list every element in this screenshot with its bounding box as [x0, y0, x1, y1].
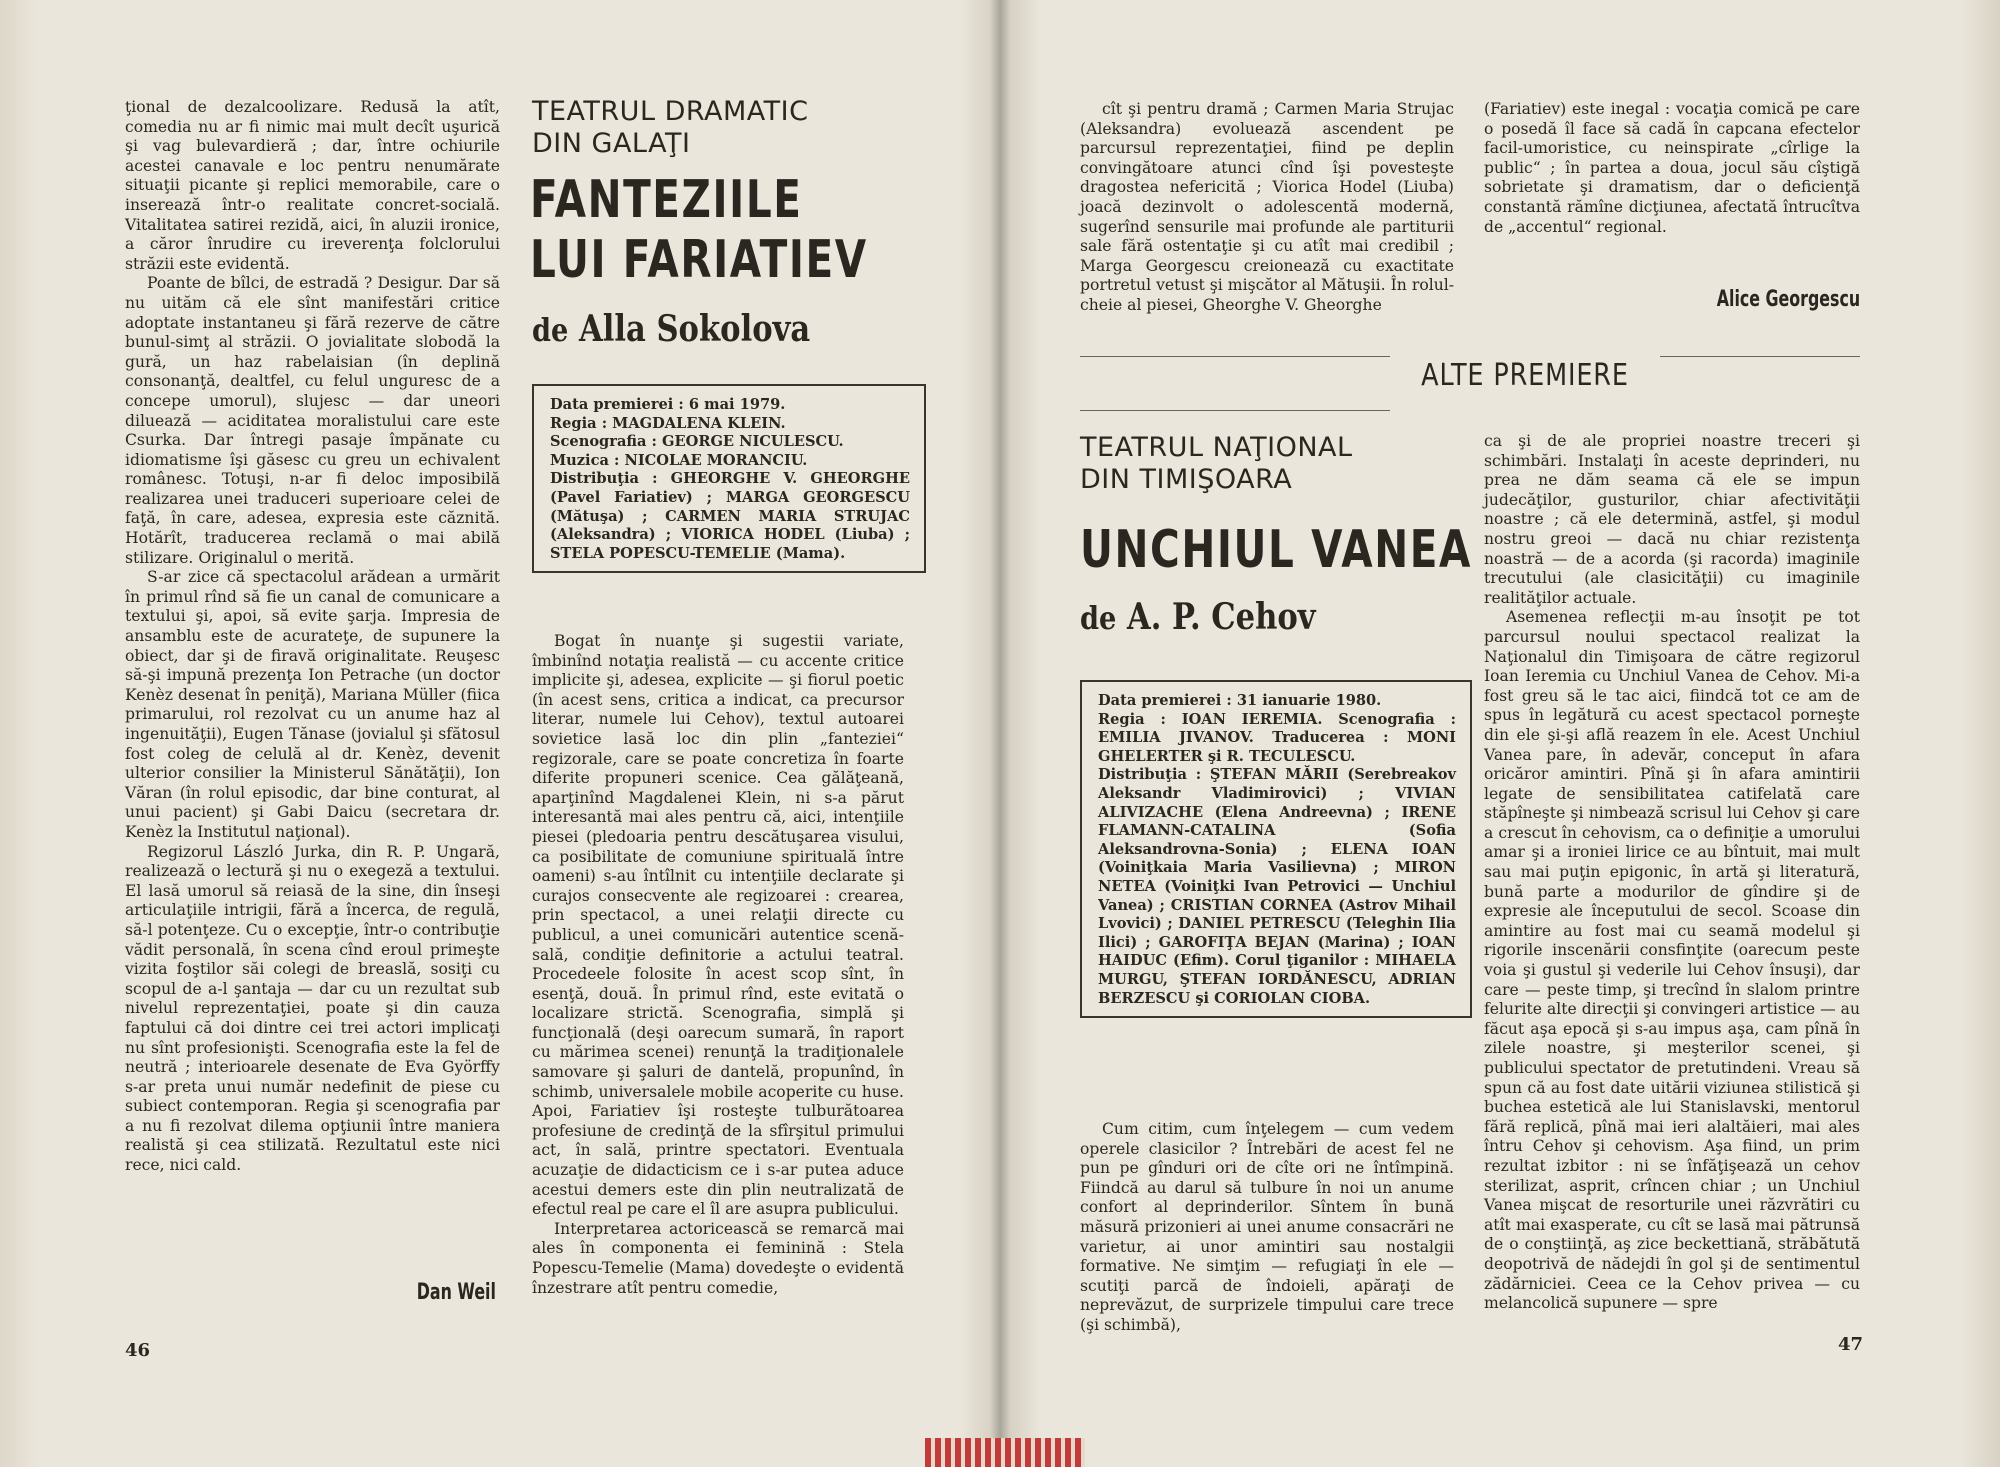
left-column-1	[125, 98, 500, 1176]
paragraph: Interpretarea actoricească se remarcă mai ales în componenta ei feminină : Stela Popescu-Temelie (Mama) dovedeşte o evidentă înzestrare atît pentru comedie,	[532, 1219, 904, 1297]
play-title: UNCHIUL VANEA	[1080, 520, 1472, 580]
play-title	[530, 170, 868, 290]
credit-line: Regia : MAGDALENA KLEIN.	[550, 414, 786, 432]
section-heading: ALTE PREMIERE	[1421, 358, 1629, 393]
credit-line: Distribuţia : GHEORGHE V. GHEORGHE (Pavel Fariatiev) ; MARGA GEORGESCU (Mătuşa) ; CARMEN MARIA STRUJAC (Aleksandra) ; VIORICA HODEL (Liuba) ; STELA POPESCU-TEMELIE (Mama).	[550, 470, 910, 562]
paragraph: S-ar zice că spectacolul arădean a urmărit în primul rînd să fie un canal de comunicare a textului şi, apoi, să evite şarja. Impresia de ansamblu este de acurateţe, de supunere la obiect, dar şi de firavă originalitate. Reuşesc să-şi impună prezenţa Ion Petrache (un doctor Kenèz desenat în peniţă), Mariana Müller (fiica primarului, rol rezolvat cu un anume haz al ingenuităţii), Eugen Tănase (jovialul şi sfătosul fost coleg de celulă al dr. Kenèz, devenit ulterior consilier la Ministerul Sănătăţii), Ion Văran (în rolul episodic, dar bine conturat, al unui pacient) şi Gabi Daicu (secretara dr. Kenèz la Institutul naţional).	[125, 568, 500, 841]
section-rule-left	[1080, 356, 1390, 357]
credits-box	[532, 384, 926, 573]
play-title-line: LUI FARIATIEV	[530, 230, 868, 290]
credit-line: Muzica : NICOLAE MORANCIU.	[550, 451, 808, 469]
paragraph: (Fariatiev) este inegal : vocaţia comică pe care o posedă îl face să cadă în capcana efectelor facil-umoristice, cu neinspirate „cîrlige la public“ ; în partea a doua, jocul său cîştigă sobrietate şi dramatism, dar o deficienţă constantă rămîne dicţiunea, afectată întrucîtva de „accentul“ regional.	[1484, 100, 1860, 236]
author-name: A. P. Cehov	[1126, 596, 1316, 638]
right-column-1	[1080, 100, 1454, 316]
section-rule-right	[1660, 356, 1860, 357]
theatre-heading	[532, 96, 808, 160]
bookmark-ribbon	[925, 1438, 1085, 1467]
credit-line: Data premierei : 6 mai 1979.	[550, 396, 786, 413]
signature: Dan Weil	[416, 1280, 496, 1305]
theatre-heading-line: DIN TIMIŞOARA	[1080, 464, 1293, 495]
author-name: Alla Sokolova	[578, 308, 811, 350]
paragraph: ţional de dezalcoolizare. Redusă la atît, comedia nu ar fi nimic mai mult decît uşurică şi vag bulevardieră ; dar, între ochiurile acestei canavale e loc pentru nenumărate situaţii picante şi replici memorabile, care o inserează într-o realitate concret-socială. Vitalitatea satirei rezidă, aici, în aluzii ironice, a căror înrudire cu ireverenţa folclorului străzii este evidentă.	[125, 98, 500, 273]
section-rule-under	[1080, 410, 1390, 411]
right-column-3	[1080, 1120, 1454, 1336]
theatre-heading	[1080, 432, 1353, 496]
theatre-heading-line: DIN GALAŢI	[532, 128, 691, 159]
right-page	[1000, 0, 2000, 1467]
right-column-4	[1484, 432, 1860, 1314]
author-line	[532, 308, 810, 350]
paragraph: cît şi pentru dramă ; Carmen Maria Strujac (Aleksandra) evoluează ascendent pe parcursul reprezentaţiei, fiind pe deplin convingătoare atunci cînd îşi povesteşte dragostea nefericită ; Viorica Hodel (Liuba) joacă dezinvolt o adolescentă modernă, sugerînd sensurile mai profunde ale partiturii sale fără ostentaţie şi cu atît mai credibil ; Marga Georgescu creionează cu exactitate portretul vetust şi mişcător al Mătuşii. În rolul-cheie al piesei, Gheorghe V. Gheorghe	[1080, 100, 1454, 314]
credit-line: Scenografia : GEORGE NICULESCU.	[550, 433, 844, 451]
page-number: 46	[125, 1340, 151, 1361]
right-column-2	[1484, 100, 1860, 237]
book-spine	[990, 0, 1010, 1467]
theatre-heading-line: TEATRUL DRAMATIC	[532, 96, 809, 127]
paragraph: Poante de bîlci, de estradă ? Desigur. Dar să nu uităm că ele sînt manifestări critice adoptate instantaneu şi fără rezerve de către bunul-simţ al străzii. O jovialitate slobodă la gură, un haz rabelaisian (în deplină consonanţă, dealtfel, cu felul unguresc de a concepe umorul), slujesc — dar uneori diluează — aciditatea moralistului care este Csurka. Dar întregi pasaje împănate cu idiomatisme îşi găsesc cu greu un echivalent românesc. Totuşi, n-ar fi deloc imposibilă realizarea unei traduceri superioare celei de faţă, în care, adesea, expresia este căznită. Hotărît, traducerea reclamă o mai abilă stilizare. Originalul o merită.	[125, 274, 500, 567]
author-prefix: de	[1080, 599, 1117, 637]
author-prefix: de	[532, 311, 569, 349]
play-title-line: FANTEZIILE	[530, 170, 803, 230]
theatre-heading-line: TEATRUL NAŢIONAL	[1080, 432, 1353, 463]
credit-line: Regia : IOAN IEREMIA. Scenografia : EMILIA JIVANOV. Traducerea : MONI GHELERTER şi R. TECULESCU.	[1098, 710, 1456, 765]
paragraph: Asemenea reflecţii m-au însoţit pe tot parcursul noului spectacol realizat la Naţionalul din Timişoara de către regizorul Ioan Ieremia cu Unchiul Vanea de Cehov. Mi-a fost greu să le tac aici, fiindcă tot ce am de spus în legătură cu acest spectacol porneşte din ele şi-şi află reazem în ele. Acest Unchiul Vanea pare, în adevăr, conceput în afara oricăror amintiri. Pînă şi în afara amintirii legate de sensibilitatea catifelată care stăpîneşte şi nimbează scrisul lui Cehov şi care a crescut în cehovism, ca o definiţie a umorului amar şi a ironiei lirice ce au bîntuit, mai mult sau mai puţin epigonic, în artă şi literatură, bună parte a modurilor de gîndire şi de expresie ale începutului de secol. Scoase din amintire au fost mai cu seamă modelul şi rigorile inscenării consfinţite (oarecum peste voia şi gustul şi vederile lui Cehov însuşi), dar care — peste timp, şi trecînd în slalom printre felurite alte direcţii şi convingeri artistice — au făcut aşa epocă şi s-au impus aşa, cam pînă în zilele noastre, şi meşterilor scenei, şi publicului spectator de pretutindeni. Vreau să spun că au fost date uitării viziunea stilistică şi buchea estetică ale lui Stanislavski, mentorul fără replică, pînă mai ieri alaltăieri, mai ales întru Cehov şi cehovism. Aşa fiind, un prim rezultat izbitor : ni se înfăţişează un cehov sterilizat, asprit, crîncen chiar ; un Unchiul Vanea mişcat de resorturile unei răzvrătiri cu atît mai exasperate, cu cît se lasă mai pătrunsă de o conştiinţă, aş zice beckettiană, străbătută deopotrivă de nădejdi în gol şi de sentimentul zădărniciei. Ceea ce la Cehov privea — cu melancolică supunere — spre	[1484, 608, 1860, 1313]
signature: Alice Georgescu	[1716, 287, 1860, 312]
paragraph: Cum citim, cum înţelegem — cum vedem operele clasicilor ? Întrebări de acest fel ne pun pe gînduri ori de cîte ori ne întîmpină. Fiindcă au darul să tulbure în noi un anume confort al deprinderilor. Sîntem în bună măsură prizonieri ai unei anume consacrări ne varietur, ai unor amintiri sau nostalgii formative. Ne simţim — refugiaţi în ele — scutiţi parcă de îndoieli, apăraţi de neprevăzut, de surprizele timpului care trece (şi schimbă),	[1080, 1120, 1454, 1334]
page-number: 47	[1838, 1334, 1864, 1355]
paragraph: ca şi de ale propriei noastre treceri şi schimbări. Instalaţi în aceste deprinderi, nu prea ne dăm seama că ele se impun judecăţilor, gusturilor, chiar afectivităţii noastre ; că ele determină, astfel, şi modul nostru greoi — dacă nu chiar rezistenţa noastră — de a acorda (şi racorda) imaginile trecutului (ale clasicităţii) cu imaginile realităţilor actuale.	[1484, 432, 1860, 607]
paragraph: Regizorul László Jurka, din R. P. Ungară, realizează o lectură şi nu o exegeză a textului. El lasă umorul să reiasă de la sine, din înseşi articulaţiile intrigii, fără a încerca, de regulă, să-l potenţeze. Cu o excepţie, într-o contribuţie vădit personală, în scena cînd eroul primeşte vizita foştilor săi colegi de breaslă, sosiţi cu scopul de a-l şantaja — dar cu un rezultat sub nivelul reprezentaţiei, poate şi din cauza faptului că doi dintre cei trei actori implicaţi nu sînt profesionişti. Scenografia este la fel de neutră ; interioarele desenate de Eva Györffy s-ar preta unui număr nedefinit de piese cu subiect contemporan. Regia şi scenografia par a nu fi rezolvat dilema opţiunii între maniera realistă şi cea stilizată. Rezultatul este nici rece, nici cald.	[125, 842, 500, 1175]
credit-line: Distribuţia : ŞTEFAN MĂRII (Serebreakov Aleksandr Vladimirovici) ; VIVIAN ALIVIZACHE (Elena Andreevna) ; IRENE FLAMANN-CATALINA (Sofia Aleksandrovna-Sonia) ; ELENA IOAN (Voiniţkaia Maria Vasilievna) ; MIRON NETEA (Voiniţki Ivan Petrovici — Unchiul Vanea) ; CRISTIAN CORNEA (Astrov Mihail Lvovici) ; DANIEL PETRESCU (Teleghin Ilia Ilici) ; GAROFIŢA BEJAN (Marina) ; IOAN HAIDUC (Efim). Corul ţiganilor : MIHAELA MURGU, ŞTEFAN IORDĂNESCU, ADRIAN BERZESCU şi CORIOLAN CIOBA.	[1098, 766, 1456, 1007]
paragraph: Bogat în nuanţe şi sugestii variate, îmbinînd notaţia realistă — cu accente critice implicite şi, adesea, explicite — şi fiorul poetic (în acest sens, critica a indicat, ca precursor literar, numele lui Cehov), textul autoarei sovietice lasă loc din plin „fanteziei“ regizorale, care se poate concretiza în foarte diferite propuneri scenice. Cea gălăţeană, aparţinînd Magdalenei Klein, ni s-a părut interesantă mai ales pentru că, aici, intenţiile piesei (pledoaria pentru descătuşarea visului, ca posibilitate de comuniune spirituală între oameni) s-au întîlnit cu intenţiile declarate şi curajos consecvente ale regizoarei : crearea, prin spectacol, a unei relaţii directe cu publicul, a unei comunicări autentice scenă-sală, condiţie definitorie a actului teatral. Procedeele folosite în acest scop sînt, în esenţă, două. În primul rînd, este evitată o localizare strictă. Scenografia, simplă şi funcţională (deşi oarecum sumară, în raport cu mărimea scenei) renunţă la tradiţionalele samovare şi şaluri de dantelă, propunînd, în schimb, universalele mobile acoperite cu huse. Apoi, Fariatiev îşi rosteşte tulburătoarea profesiune de credinţă de la sfîrşitul primului act, în sală, printre spectatori. Eventuala acuzaţie de didacticism ce i s-ar putea aduce acestui demers este din plin neutralizată de efectul real pe care el îl are asupra publicului.	[532, 632, 904, 1219]
left-column-2	[532, 632, 904, 1298]
credits-box	[1080, 680, 1472, 1018]
author-line	[1080, 596, 1316, 638]
credit-line: Data premierei : 31 ianuarie 1980.	[1098, 692, 1382, 709]
